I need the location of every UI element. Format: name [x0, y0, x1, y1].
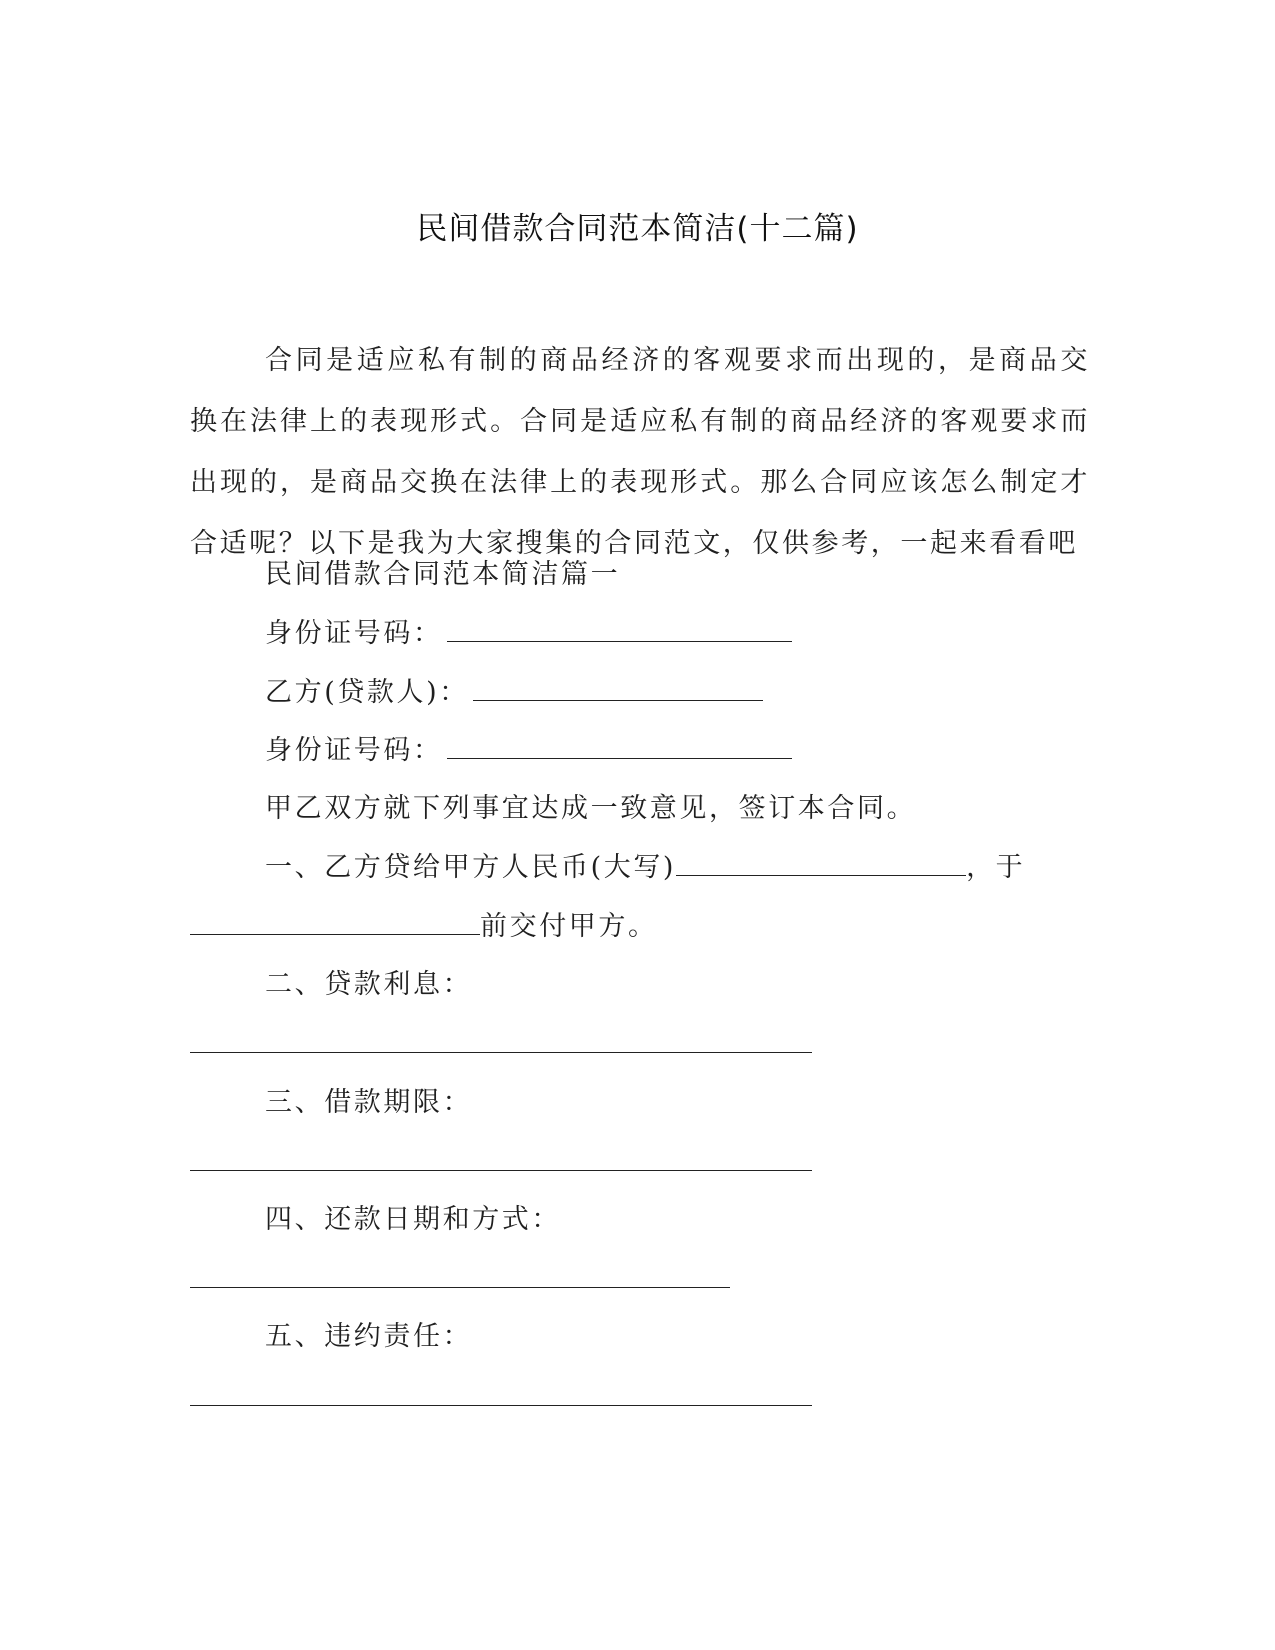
clause-1-continuation — [190, 906, 658, 947]
clause-2: 二、贷款利息： — [265, 969, 473, 1000]
clause-4: 四、还款日期和方式： — [265, 1204, 561, 1235]
party-b-label: 乙方(贷款人)： — [265, 677, 469, 708]
amount-blank — [676, 847, 966, 876]
clause-2-blank — [190, 1052, 812, 1053]
id-number-field-1 — [265, 613, 792, 654]
document-title: 民间借款合同范本简洁(十二篇) — [416, 211, 859, 247]
section-heading: 民间借款合同范本简洁篇一 — [265, 559, 621, 590]
id-number-label-2: 身份证号码： — [265, 735, 443, 766]
id-number-blank-2 — [447, 730, 792, 759]
clause-1-continuation-text: 前交付甲方。 — [480, 911, 658, 942]
clause-1-prefix: 一、乙方贷给甲方人民币(大写) — [265, 852, 677, 883]
id-number-blank-1 — [447, 613, 792, 642]
party-b-blank — [473, 672, 763, 701]
party-b-field — [265, 672, 763, 713]
clause-4-blank — [190, 1287, 730, 1288]
clause-1 — [265, 847, 1025, 888]
clause-3-blank — [190, 1170, 812, 1171]
clause-5: 五、违约责任： — [265, 1321, 473, 1352]
clause-1-suffix: ，于 — [966, 852, 1026, 883]
clause-3: 三、借款期限： — [265, 1087, 473, 1118]
clause-5-blank — [190, 1405, 812, 1406]
date-blank — [190, 906, 480, 935]
intro-paragraph: 合同是适应私有制的商品经济的客观要求而出现的，是商品交换在法律上的表现形式。合同是适应私有制的商品经济的客观要求而出现的，是商品交换在法律上的表现形式。那么合同应该怎么制定才合适呢？以下是我为大家搜集的合同范文，仅供参考，一起来看看吧 — [190, 345, 1090, 559]
id-number-label-1: 身份证号码： — [265, 618, 443, 649]
id-number-field-2 — [265, 730, 792, 771]
agreement-statement: 甲乙双方就下列事宜达成一致意见，签订本合同。 — [265, 793, 917, 824]
